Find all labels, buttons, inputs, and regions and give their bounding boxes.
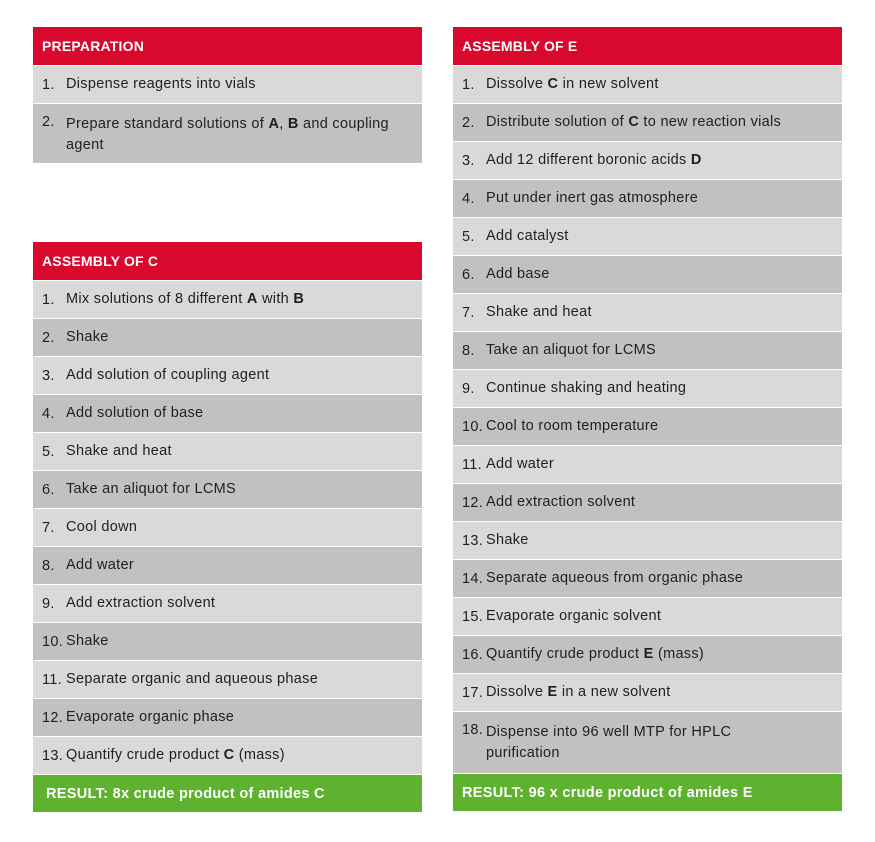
step-text: Add 12 different boronic acids D — [486, 152, 702, 168]
step-text: Quantify crude product C (mass) — [66, 747, 285, 763]
step-number: 7. — [42, 519, 55, 536]
step-number: 7. — [462, 304, 475, 321]
step-text: Take an aliquot for LCMS — [486, 342, 657, 358]
assembly-c-step — [33, 394, 422, 432]
step-number: 6. — [42, 481, 55, 498]
step-number: 13. — [42, 747, 64, 764]
assembly-c-header: ASSEMBLY OF C — [33, 242, 422, 280]
step-number: 12. — [42, 709, 64, 726]
step-text: Dissolve E in a new solvent — [486, 684, 671, 700]
step-number: 5. — [42, 443, 55, 460]
step-text: Mix solutions of 8 different A with B — [66, 291, 305, 307]
step-text: Shake — [66, 329, 109, 345]
step-number: 18. — [462, 722, 484, 738]
step-text: Take an aliquot for LCMS — [66, 481, 237, 497]
assembly-c-result: RESULT: 8x crude product of amides C — [33, 774, 422, 812]
step-number: 17. — [462, 684, 484, 701]
step-number: 2. — [42, 329, 55, 346]
step-number: 3. — [42, 367, 55, 384]
step-number: 8. — [462, 342, 475, 359]
assembly-e-step — [453, 407, 842, 445]
assembly-e-step — [453, 141, 842, 179]
preparation-step — [33, 65, 422, 103]
assembly-c-step — [33, 280, 422, 318]
step-text: Add catalyst — [486, 228, 569, 244]
assembly-e-step — [453, 293, 842, 331]
step-number: 9. — [42, 595, 55, 612]
assembly-c-step — [33, 356, 422, 394]
assembly-e-step — [453, 369, 842, 407]
step-number: 1. — [462, 76, 475, 93]
step-number: 1. — [42, 76, 55, 93]
assembly-e-header: ASSEMBLY OF E — [453, 27, 842, 65]
step-text: Add extraction solvent — [66, 595, 216, 611]
assembly-e-step — [453, 445, 842, 483]
assembly-c-step — [33, 660, 422, 698]
step-text: Add extraction solvent — [486, 494, 636, 510]
step-text: Evaporate organic solvent — [486, 608, 662, 624]
step-text: Cool down — [66, 519, 138, 535]
preparation-panel — [33, 27, 422, 163]
step-number: 10. — [462, 418, 484, 435]
step-text: Shake — [486, 532, 529, 548]
assembly-e-step — [453, 331, 842, 369]
step-number: 10. — [42, 633, 64, 650]
assembly-e-result: RESULT: 96 x crude product of amides E — [453, 773, 842, 811]
step-text: Add solution of base — [66, 405, 204, 421]
step-text: Shake and heat — [486, 304, 592, 320]
step-text: Separate organic and aqueous phase — [66, 671, 319, 687]
assembly-c-step — [33, 736, 422, 774]
step-number: 14. — [462, 570, 484, 587]
assembly-c-step — [33, 584, 422, 622]
step-text: Cool to room temperature — [486, 418, 659, 434]
step-text: Prepare standard solutions of A, B and coupling agent — [66, 116, 389, 153]
assembly-c-step — [33, 546, 422, 584]
assembly-e-step — [453, 673, 842, 711]
assembly-e-step — [453, 711, 842, 773]
assembly-e-step — [453, 521, 842, 559]
assembly-e-step — [453, 179, 842, 217]
step-number: 11. — [462, 456, 482, 473]
step-number: 2. — [462, 114, 475, 131]
assembly-e-step — [453, 217, 842, 255]
assembly-e-step — [453, 255, 842, 293]
step-number: 13. — [462, 532, 484, 549]
assembly-c-step — [33, 318, 422, 356]
step-number: 11. — [42, 671, 62, 688]
step-text: Shake and heat — [66, 443, 172, 459]
step-text: Add water — [486, 456, 554, 472]
step-number: 3. — [462, 152, 475, 169]
assembly-e-step — [453, 65, 842, 103]
assembly-e-step — [453, 597, 842, 635]
assembly-e-step — [453, 635, 842, 673]
step-number: 1. — [42, 291, 55, 308]
step-text: Quantify crude product E (mass) — [486, 646, 705, 662]
step-number: 8. — [42, 557, 55, 574]
assembly-c-panel — [33, 242, 422, 812]
assembly-e-step — [453, 483, 842, 521]
step-number: 9. — [462, 380, 475, 397]
assembly-c-step — [33, 508, 422, 546]
assembly-c-step — [33, 432, 422, 470]
step-number: 4. — [42, 405, 55, 422]
assembly-c-step — [33, 470, 422, 508]
step-text: Distribute solution of C to new reaction vials — [486, 114, 782, 130]
step-number: 5. — [462, 228, 475, 245]
step-number: 15. — [462, 608, 484, 625]
step-text: Dispense reagents into vials — [66, 76, 256, 92]
assembly-c-step — [33, 698, 422, 736]
assembly-c-step — [33, 622, 422, 660]
step-text: Dispense into 96 well MTP for HPLC purification — [486, 724, 732, 761]
assembly-e-step — [453, 559, 842, 597]
step-number: 16. — [462, 646, 484, 663]
step-text: Add solution of coupling agent — [66, 367, 270, 383]
step-text: Dissolve C in new solvent — [486, 76, 659, 92]
assembly-e-step — [453, 103, 842, 141]
step-text: Add base — [486, 266, 550, 282]
assembly-e-panel — [453, 27, 842, 811]
preparation-header: PREPARATION — [33, 27, 422, 65]
preparation-step — [33, 103, 422, 163]
step-number: 2. — [42, 114, 55, 130]
step-text: Add water — [66, 557, 134, 573]
step-text: Shake — [66, 633, 109, 649]
step-text: Continue shaking and heating — [486, 380, 687, 396]
step-text: Put under inert gas atmosphere — [486, 190, 699, 206]
step-number: 6. — [462, 266, 475, 283]
step-number: 4. — [462, 190, 475, 207]
step-text: Separate aqueous from organic phase — [486, 570, 744, 586]
step-text: Evaporate organic phase — [66, 709, 235, 725]
step-number: 12. — [462, 494, 484, 511]
